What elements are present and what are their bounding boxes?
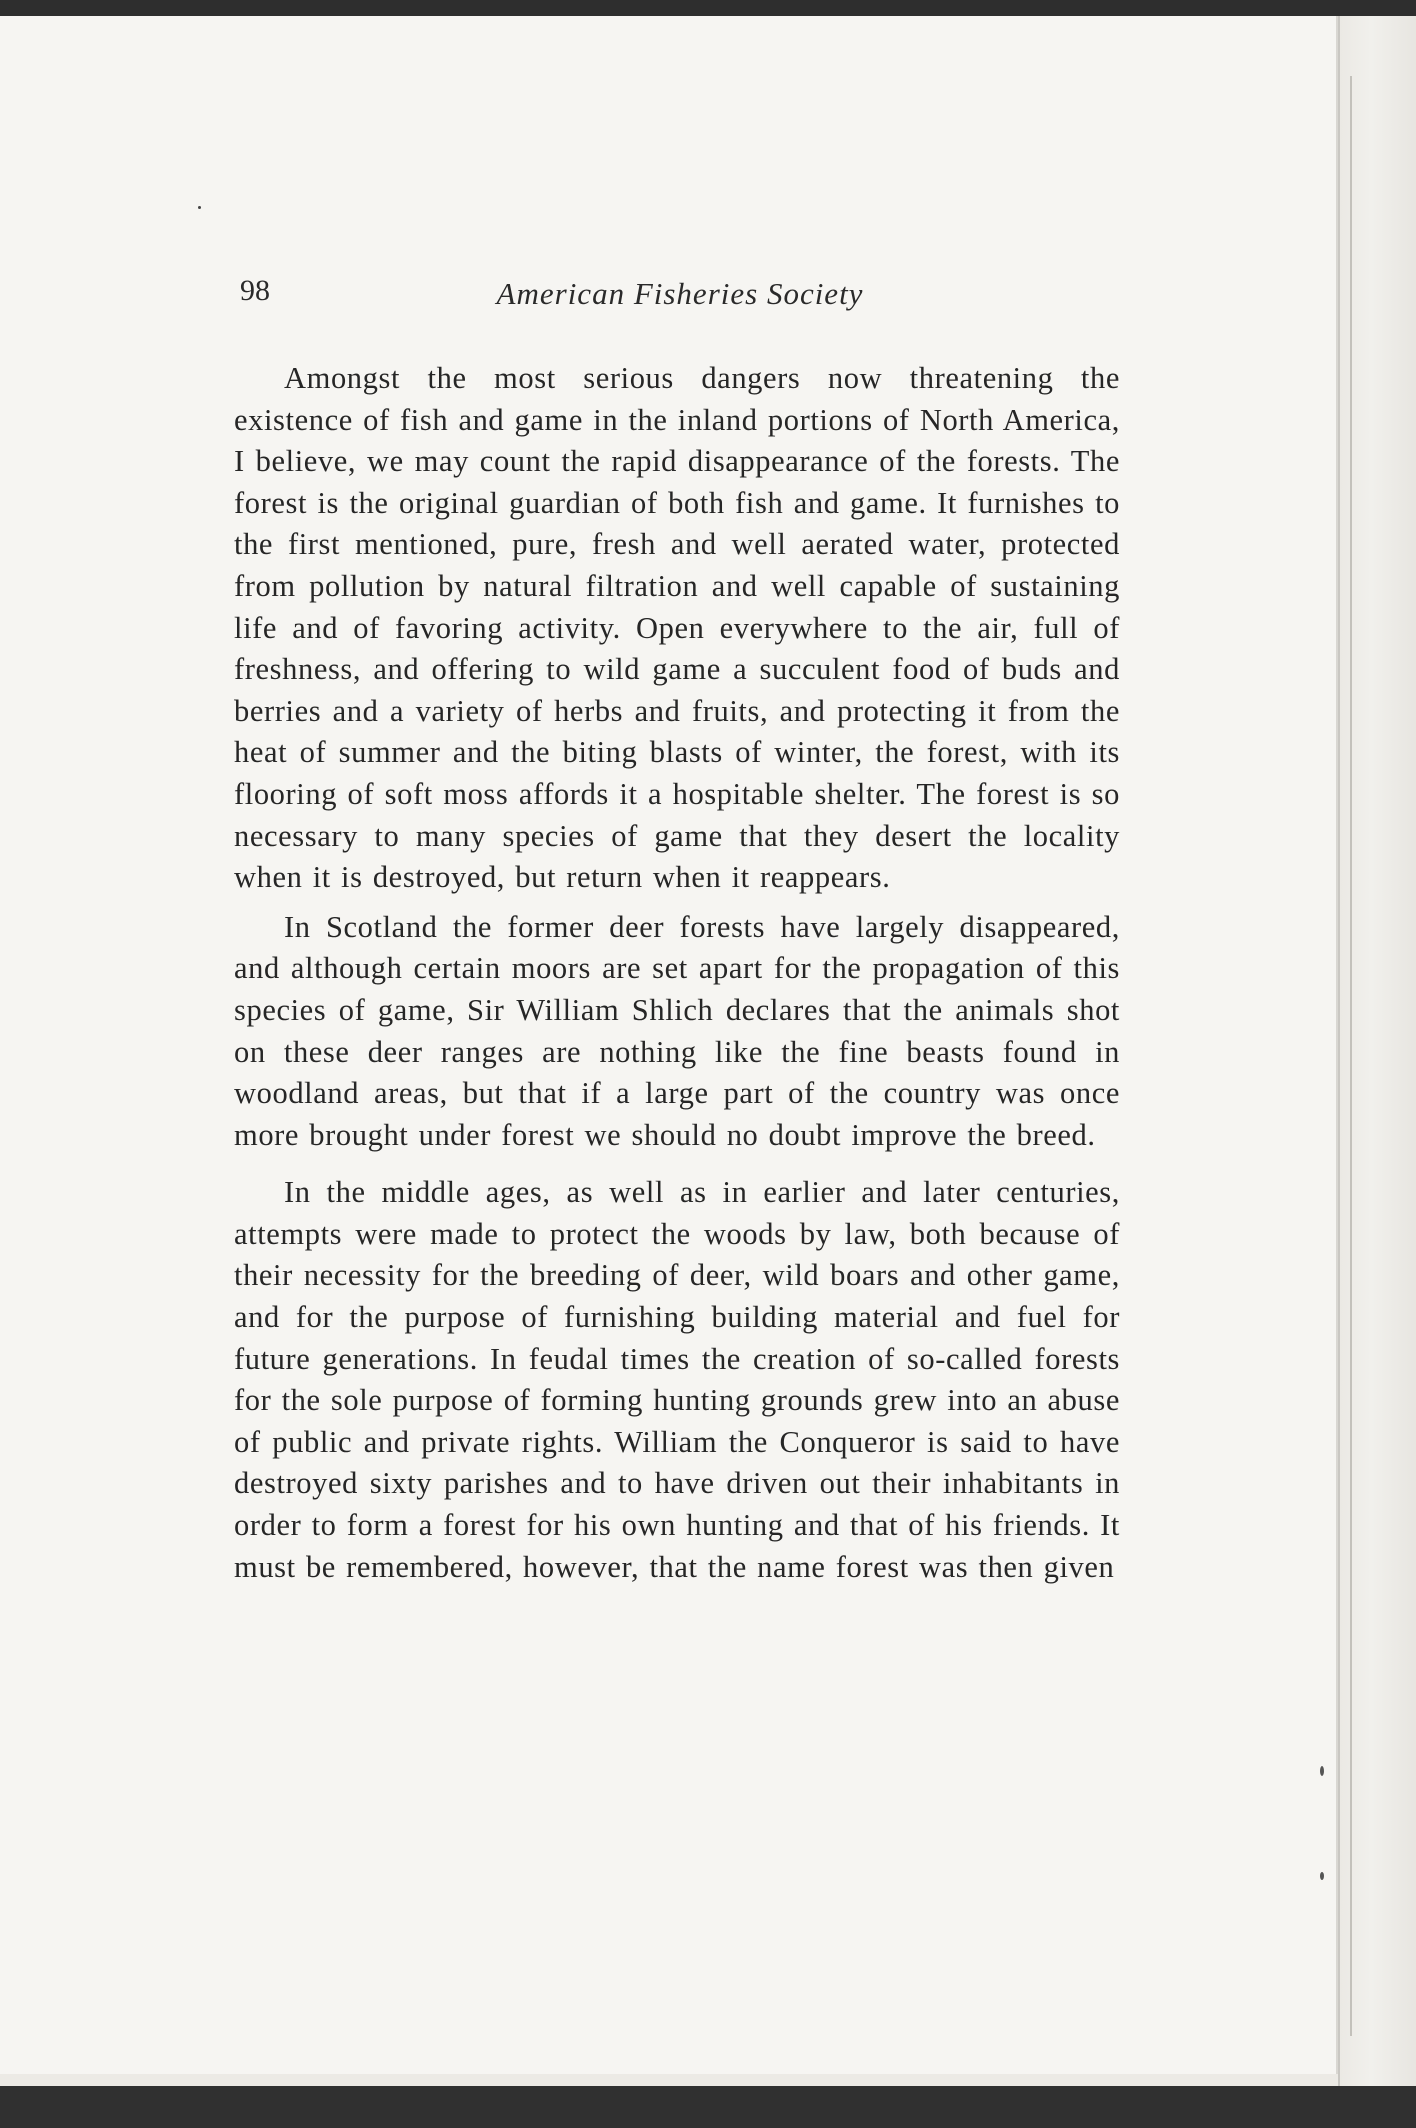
page-number: 98 <box>240 274 270 307</box>
page-header <box>240 274 1120 324</box>
scan-speck <box>1320 1766 1324 1776</box>
paragraph: Amongst the most serious dangers now threatening the existence of fish and game in the inland portions of North America, I believe, we may count the rapid disappearance of the forests. The forest is the original guardian of both fish and game. It furnishes to the first mentioned, pure, fresh and well aerated water, protected from pollution by natural filtration and well capable of sustaining life and of favoring activity. Open everywhere to the air, full of freshness, and offering to wild game a succulent food of buds and berries and a variety of herbs and fruits, and protecting it from the heat of summer and the biting blasts of winter, the forest, with its flooring of soft moss affords it a hospitable shelter. The forest is so necessary to many species of game that they desert the locality when it is destroyed, but return when it reappears. <box>234 361 1120 895</box>
book-page <box>0 16 1338 2074</box>
paragraph: In Scotland the former deer forests have largely disappeared, and although certain moors are set apart for the propagation of this species of game, Sir William Shlich declares that the animals shot on these deer ranges are nothing like the fine beasts found in woodland areas, but that if a large part of the country was once more brought under forest we should no doubt improve the breed. <box>234 909 1120 1152</box>
body-text <box>234 358 1120 1596</box>
paragraph: In the middle ages, as well as in earlier and later centuries, attempts were made to protect the woods by law, both because of their necessity for the breeding of deer, wild boars and other game, and for the purpose of furnishing building material and fuel for future generations. In feudal times the creation of so-called forests for the sole purpose of forming hunting grounds grew into an abuse of public and private rights. William the Conqueror is said to have destroyed sixty parishes and to have driven out their inhabitants in order to form a forest for his own hunting and that of his friends. It must be remembered, however, that the name forest was then given <box>234 1175 1120 1584</box>
scan-bottom-edge <box>0 2086 1416 2128</box>
next-page-edge <box>1338 16 1416 2086</box>
page-edge-line <box>1350 76 1352 2036</box>
scan-speck <box>1320 1872 1324 1880</box>
running-title: American Fisheries Society <box>496 276 864 311</box>
scan-top-edge <box>0 0 1416 16</box>
scan-speck <box>198 206 201 209</box>
